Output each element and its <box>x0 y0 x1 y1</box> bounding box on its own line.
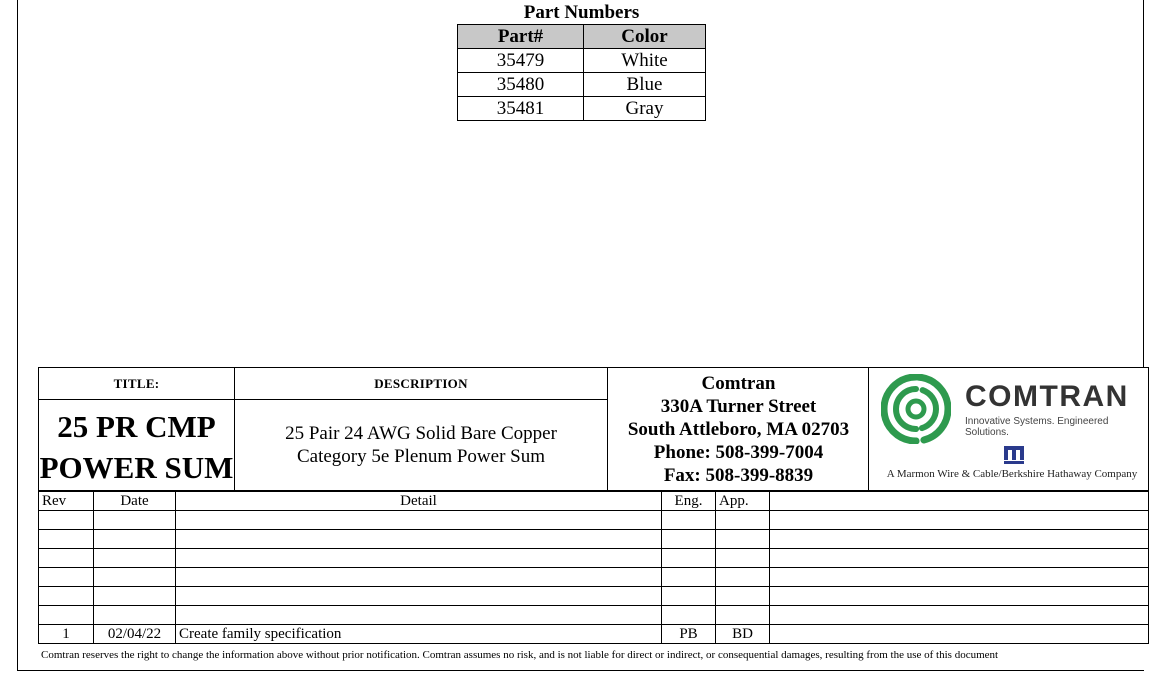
company-address-box <box>607 367 869 491</box>
table-row <box>39 606 1149 625</box>
table-row <box>458 97 706 121</box>
table-row <box>39 587 1149 606</box>
part-numbers-table <box>457 24 706 121</box>
parent-company: A Marmon Wire & Cable/Berkshire Hathaway Company <box>886 468 1138 480</box>
company-phone: Phone: 508-399-7004 <box>653 442 824 463</box>
company-address <box>608 368 869 487</box>
title-line: POWER SUM <box>39 450 234 485</box>
description-text <box>235 400 607 468</box>
column-header-eng: Eng. <box>662 492 716 511</box>
color-cell: White <box>584 49 706 73</box>
description-line: 25 Pair 24 AWG Solid Bare Copper <box>285 423 557 444</box>
title-box <box>38 367 235 491</box>
column-header-detail: Detail <box>176 492 662 511</box>
company-name: Comtran <box>701 373 776 394</box>
color-cell: Gray <box>584 97 706 121</box>
page-frame-right <box>1143 0 1144 368</box>
table-row <box>39 530 1149 549</box>
table-row <box>39 549 1149 568</box>
part-number-cell: 35481 <box>458 97 584 121</box>
column-header-rev: Rev <box>39 492 94 511</box>
comtran-rings-icon <box>881 374 951 444</box>
table-row <box>458 49 706 73</box>
table-header-row <box>458 25 706 49</box>
logo-box <box>868 367 1149 491</box>
column-header-color: Color <box>584 25 706 49</box>
column-header-app: App. <box>716 492 770 511</box>
revision-table <box>38 491 1149 644</box>
part-number-cell: 35479 <box>458 49 584 73</box>
logo-wordmark: COMTRAN <box>965 380 1129 413</box>
table-row <box>458 73 706 97</box>
description-header: DESCRIPTION <box>235 368 607 400</box>
disclaimer: Comtran reserves the right to change the information above without prior notification. Comtran assumes no risk, and is not liable for direct or indirect, or consequential damages, resulting from the use of this document <box>41 649 999 661</box>
rev-cell: 1 <box>39 625 94 644</box>
table-row <box>39 511 1149 530</box>
company-street: 330A Turner Street <box>660 396 817 417</box>
table-cell <box>770 625 1149 644</box>
table-row <box>39 568 1149 587</box>
title-header: TITLE: <box>39 368 234 400</box>
column-header-date: Date <box>94 492 176 511</box>
description-box <box>234 367 608 491</box>
title-line: 25 PR CMP <box>57 409 216 444</box>
column-header-part: Part# <box>458 25 584 49</box>
comtran-logo <box>877 372 1147 488</box>
color-cell: Blue <box>584 73 706 97</box>
company-fax: Fax: 508-399-8839 <box>663 465 814 486</box>
company-city: South Attleboro, MA 02703 <box>627 419 850 440</box>
marmon-icon <box>1002 444 1026 466</box>
logo-tagline: Innovative Systems. Engineered Solutions. <box>965 416 1109 438</box>
table-row <box>39 625 1149 644</box>
part-numbers-title: Part Numbers <box>523 2 640 23</box>
description-line: Category 5e Plenum Power Sum <box>296 446 546 467</box>
table-cell <box>770 492 1149 511</box>
document-title <box>39 400 234 488</box>
date-cell: 02/04/22 <box>94 625 176 644</box>
app-cell: BD <box>716 625 770 644</box>
table-header-row <box>39 492 1149 511</box>
page-frame-bottom <box>17 670 1144 671</box>
page-frame-left <box>17 0 18 670</box>
eng-cell: PB <box>662 625 716 644</box>
detail-cell: Create family specification <box>176 625 662 644</box>
part-number-cell: 35480 <box>458 73 584 97</box>
